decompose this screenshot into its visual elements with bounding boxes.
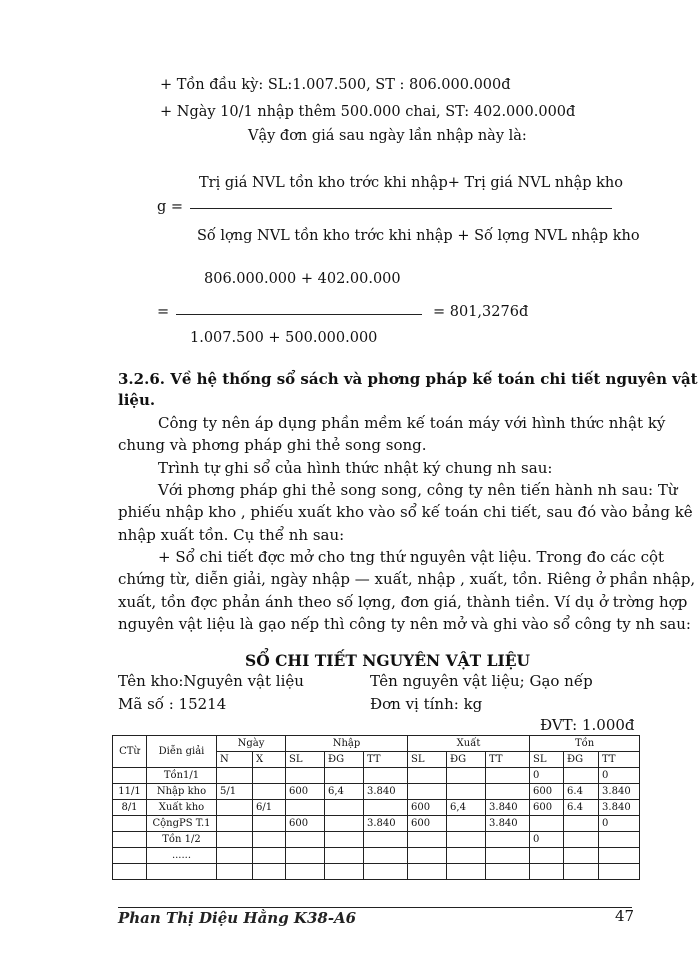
paragraph-line: chứng từ, diễn giải, ngày nhập — xuất, nhập , xuất, tồn. Riêng ở phần nhập, [118,570,696,588]
cell-st-tt [599,832,640,848]
cell-n: 5/1 [217,784,253,800]
paragraph-line: phiếu nhập kho , phiếu xuất kho vào sổ kế toán chi tiết, sau đó vào bảng kê [118,503,693,521]
cell-out-sl: 600 [408,800,447,816]
subheader-sl: SL [408,752,447,768]
cell-ct [113,864,147,880]
subheader-x: X [253,752,286,768]
cell-in-dg [325,864,364,880]
cell-n [217,864,253,880]
header-date: Ngày [217,736,286,752]
page-number: 47 [615,907,635,925]
warehouse-label: Tên kho:Nguyên vật liệu [118,672,304,690]
cell-in-dg [325,832,364,848]
cell-desc [147,864,217,880]
subheader-n: N [217,752,253,768]
cell-out-sl [408,864,447,880]
cell-x: 6/1 [253,800,286,816]
cell-st-dg [564,832,599,848]
cell-in-tt: 3.840 [364,784,408,800]
cell-n [217,848,253,864]
cell-n [217,816,253,832]
cell-in-sl [286,864,325,880]
cell-in-sl [286,768,325,784]
cell-in-dg [325,816,364,832]
cell-st-sl [530,848,564,864]
table-row [113,832,640,848]
cell-desc: CộngPS T.1 [147,816,217,832]
cell-ct [113,832,147,848]
cell-n [217,832,253,848]
cell-out-tt: 3.840 [486,816,530,832]
cell-in-sl [286,848,325,864]
intro-line-3: Vậy đơn giá sau ngày lần nhập này là: [248,128,527,144]
cell-st-dg [564,816,599,832]
cell-out-tt: 3.840 [486,800,530,816]
formula-numerator: Trị giá NVL tồn kho trớc khi nhập+ Trị giá NVL nhập kho [199,175,623,191]
calc-numerator: 806.000.000 + 402.00.000 [204,271,401,287]
cell-out-tt [486,832,530,848]
material-label: Tên nguyên vật liệu; Gạo nếp [370,672,593,690]
footer-author: Phan Thị Diệu Hằng K38-A6 [118,909,357,927]
cell-x [253,848,286,864]
cell-desc: Tồn 1/2 [147,832,217,848]
table-row [113,800,640,816]
cell-out-sl [408,768,447,784]
cell-st-dg [564,768,599,784]
cell-out-sl [408,848,447,864]
cell-st-dg: 6.4 [564,800,599,816]
subheader-dg: ĐG [447,752,486,768]
formula-denominator: Số lợng NVL tồn kho trớc khi nhập + Số lợng NVL nhập kho [197,228,640,244]
ledger-body [113,768,640,880]
fraction-bar [190,208,612,209]
section-heading: 3.2.6. Về hệ thống sổ sách và phơng pháp kế toán chi tiết nguyên vật [118,370,698,388]
cell-desc: ...... [147,848,217,864]
paragraph-line: Với phơng pháp ghi thẻ song song, công ty nên tiến hành nh sau: Từ [158,481,678,499]
section-heading-cont: liệu. [118,391,156,409]
cell-n [217,800,253,816]
cell-in-tt [364,832,408,848]
cell-st-sl: 0 [530,832,564,848]
cell-in-sl [286,800,325,816]
intro-line-2: + Ngày 10/1 nhập thêm 500.000 chai, ST: 402.000.000đ [160,104,576,120]
subheader-dg: ĐG [325,752,364,768]
calc-result: = 801,3276đ [433,304,529,320]
paragraph-line: Công ty nên áp dụng phần mềm kế toán máy với hình thức nhật ký [158,414,666,432]
table-row [113,816,640,832]
cell-in-tt [364,848,408,864]
cell-x [253,816,286,832]
cell-st-sl [530,864,564,880]
subheader-sl: SL [530,752,564,768]
cell-in-tt: 3.840 [364,816,408,832]
table-row [113,768,640,784]
cell-st-sl: 0 [530,768,564,784]
cell-out-tt [486,784,530,800]
cell-st-tt: 3.840 [599,800,640,816]
cell-st-tt: 0 [599,768,640,784]
cell-out-dg: 6,4 [447,800,486,816]
cell-out-dg [447,832,486,848]
ledger-title: SỔ CHI TIẾT NGUYÊN VẬT LIỆU [245,651,531,670]
cell-in-dg [325,800,364,816]
cell-n [217,768,253,784]
table-header-row [113,736,640,752]
cell-in-tt [364,768,408,784]
unit-label: Đơn vị tính: kg [370,695,483,713]
cell-st-tt: 3.840 [599,784,640,800]
calc-fraction-bar [176,314,422,315]
cell-out-tt [486,848,530,864]
cell-ct [113,848,147,864]
table-row [113,784,640,800]
cell-out-dg [447,848,486,864]
cell-ct [113,816,147,832]
cell-st-tt: 0 [599,816,640,832]
cell-in-dg [325,768,364,784]
paragraph-line: xuất, tồn đợc phản ánh theo số lợng, đơn giá, thành tiền. Ví dụ ở trờng hợp [118,593,688,611]
paragraph-line: nguyên vật liệu là gạo nếp thì công ty nên mở và ghi vào sổ công ty nh sau: [118,615,691,633]
cell-out-sl [408,784,447,800]
subheader-sl: SL [286,752,325,768]
table-row [113,864,640,880]
material-ledger-table [112,735,640,880]
cell-out-dg [447,768,486,784]
cell-ct: 11/1 [113,784,147,800]
currency-unit: ĐVT: 1.000đ [540,716,635,734]
header-desc: Diễn giải [147,736,217,768]
cell-out-dg [447,816,486,832]
cell-desc: Nhập kho [147,784,217,800]
cell-st-tt [599,864,640,880]
cell-x [253,832,286,848]
cell-st-dg [564,864,599,880]
subheader-tt: TT [486,752,530,768]
cell-in-tt [364,864,408,880]
cell-st-dg: 6.4 [564,784,599,800]
cell-out-sl: 600 [408,816,447,832]
cell-in-tt [364,800,408,816]
cell-st-dg [564,848,599,864]
calc-denominator: 1.007.500 + 500.000.000 [190,330,378,346]
subheader-tt: TT [599,752,640,768]
cell-out-dg [447,784,486,800]
cell-desc: Tồn1/1 [147,768,217,784]
paragraph-line: + Sổ chi tiết đợc mở cho tng thứ nguyên vật liệu. Trong đo các cột [158,548,665,566]
cell-x [253,784,286,800]
cell-st-sl [530,816,564,832]
cell-in-dg [325,848,364,864]
cell-st-sl: 600 [530,784,564,800]
cell-ct: 8/1 [113,800,147,816]
footer-rule [118,907,632,908]
cell-st-tt [599,848,640,864]
cell-x [253,864,286,880]
cell-ct [113,768,147,784]
header-ct: CTừ [113,736,147,768]
header-stock: Tồn [530,736,640,752]
header-in: Nhập [286,736,408,752]
paragraph-line: nhập xuất tồn. Cụ thể nh sau: [118,526,345,544]
cell-in-dg: 6,4 [325,784,364,800]
cell-out-tt [486,864,530,880]
formula-lhs: g = [157,199,184,215]
cell-in-sl: 600 [286,784,325,800]
intro-line-1: + Tồn đầu kỳ: SL:1.007.500, ST : 806.000.000đ [160,77,511,93]
cell-out-sl [408,832,447,848]
cell-st-sl: 600 [530,800,564,816]
cell-desc: Xuất kho [147,800,217,816]
table-row [113,848,640,864]
subheader-dg: ĐG [564,752,599,768]
cell-x [253,768,286,784]
code-label: Mã số : 15214 [118,695,227,713]
cell-out-tt [486,768,530,784]
cell-in-sl: 600 [286,816,325,832]
header-out: Xuất [408,736,530,752]
cell-out-dg [447,864,486,880]
paragraph-line: Trình tự ghi sổ của hình thức nhật ký chung nh sau: [158,459,553,477]
calc-lhs: = [157,304,170,320]
subheader-tt: TT [364,752,408,768]
cell-in-sl [286,832,325,848]
paragraph-line: chung và phơng pháp ghi thẻ song song. [118,436,427,454]
